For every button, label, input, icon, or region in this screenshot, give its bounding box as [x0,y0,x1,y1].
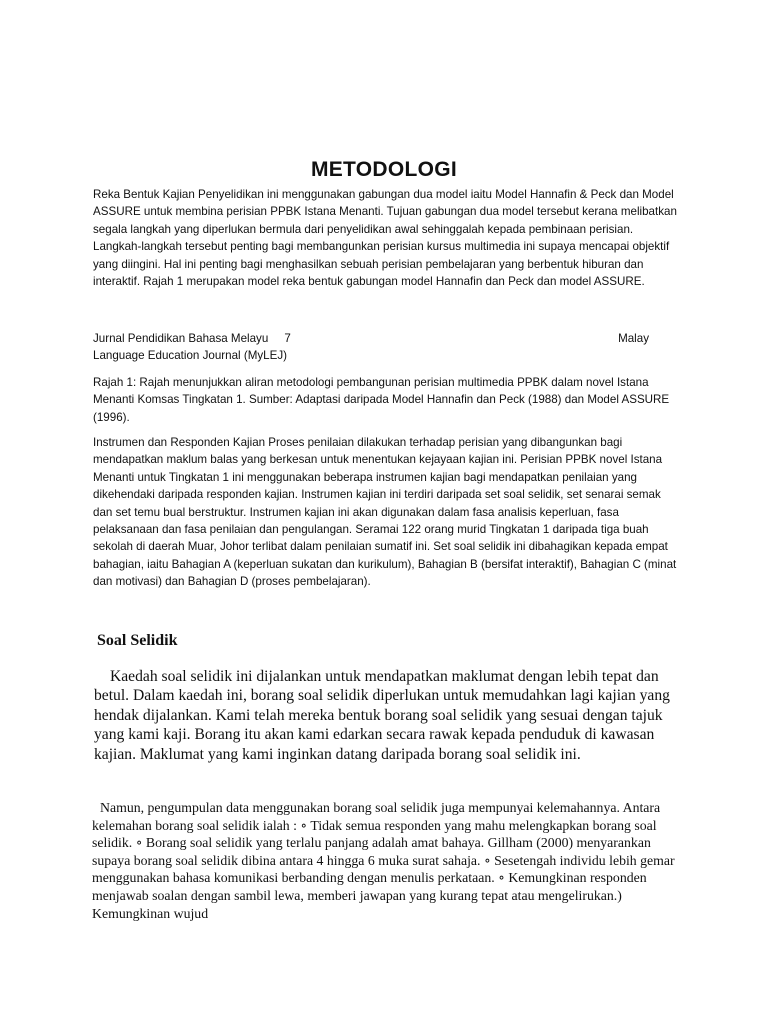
journal-line-1 [93,330,649,347]
section-heading: Soal Selidik [97,632,178,649]
weakness-paragraph: Namun, pengumpulan data menggunakan borang soal selidik juga mempunyai kelemahannya. Antara kelemahan borang soal selidik ialah : ∘ Tidak semua responden yang mahu melengkapkan borang soal selidik. ∘ Borang soal selidik yang terlalu panjang adalah amat bahaya. Gillham (2000) menyarankan supaya borang soal selidik dibina antara 4 hingga 6 muka surat sahaja. ∘ Sesetengah individu lebih gemar menggunakan bahasa komunikasi berbanding dengan menulis perkataan. ∘ Kemungkinan responden menjawab soalan dengan sambil lewa, memberi jawapan yang kurang tepat atau mengelirukan.) Kemungkinan wujud [92,800,675,921]
journal-footer [93,330,683,365]
page-title: METODOLOGI [310,158,458,181]
instrument-paragraph: Instrumen dan Responden Kajian Proses penilaian dilakukan terhadap perisian yang dibangunkan bagi mendapatkan maklum balas yang berkesan untuk menentukan kejayaan kajian ini. Perisian PPBK novel Istana Menanti untuk Tingkatan 1 ini menggunakan beberapa instrumen kajian bagi mendapatkan penilaian yang dikehendaki daripada responden kajian. Instrumen kajian ini terdiri daripada set soal selidik, set senarai semak dan set temu bual berstruktur. Instrumen kajian ini akan digunakan dalam fasa analisis keperluan, fasa pelaksanaan dan fasa penilaian dan pengulangan. Seramai 122 orang murid Tingkatan 1 daripada tiga buah sekolah di daerah Muar, Johor terlibat dalam penilaian sumatif ini. Set soal selidik ini dibahagikan kepada empat bahagian, iaitu Bahagian A (keperluan sukatan dan kurikulum), Bahagian B (bersifat interaktif), Bahagian C (minat dan motivasi) dan Bahagian D (proses pembelajaran). [93,436,677,589]
journal-name: Jurnal Pendidikan Bahasa Melayu 7 [93,332,291,345]
journal-malay: Malay [618,332,649,345]
journal-line-2: Language Education Journal (MyLEJ) [93,349,287,363]
survey-paragraph: Kaedah soal selidik ini dijalankan untuk mendapatkan maklumat dengan lebih tepat dan betul. Dalam kaedah ini, borang soal selidik diperlukan untuk memudahkan lagi kajian yang hendak dijalankan. Kami telah mereka bentuk borang soal selidik yang sesuai dengan tajuk yang kami kaji. Borang itu akan kami edarkan secara rawak kepada penduduk di kawasan kajian. Maklumat yang kami inginkan datang daripada borang soal selidik ini. [94,668,670,763]
intro-paragraph: Reka Bentuk Kajian Penyelidikan ini menggunakan gabungan dua model iaitu Model Hannafin & Peck dan Model ASSURE untuk membina perisian PPBK Istana Menanti. Tujuan gabungan dua model tersebut kerana melibatkan segala langkah yang diperlukan bermula dari penyelidikan awal sehinggalah kepada pembinaan perisian. Langkah-langkah tersebut penting bagi membangunkan perisian kursus multimedia ini supaya mencapai objektif yang diingini. Hal ini penting bagi menghasilkan sebuah perisian pembelajaran yang berbentuk hiburan dan interaktif. Rajah 1 merupakan model reka bentuk gabungan model Hannafin dan Peck dan model ASSURE. [93,188,677,289]
figure-caption: Rajah 1: Rajah menunjukkan aliran metodologi pembangunan perisian multimedia PPBK dalam novel Istana Menanti Komsas Tingkatan 1. Sumber: Adaptasi daripada Model Hannafin dan Peck (1988) dan Model ASSURE (1996). [93,376,670,424]
